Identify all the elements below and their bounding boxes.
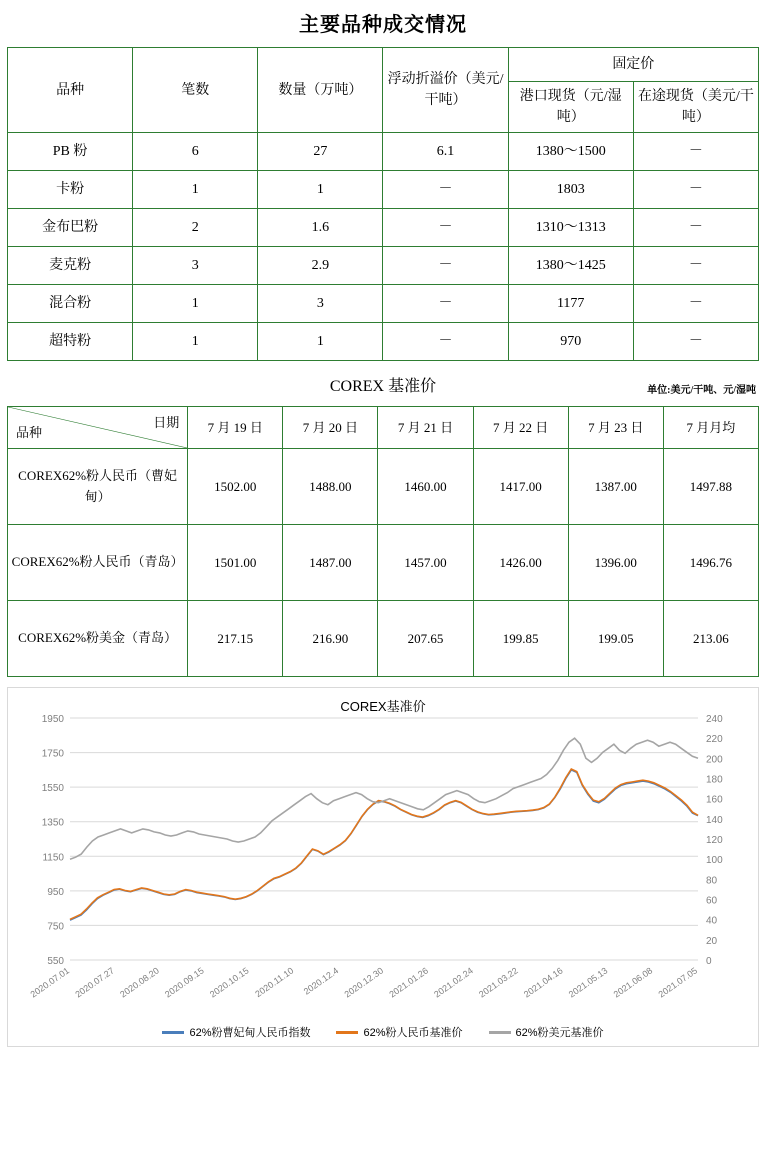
svg-text:2020.10.15: 2020.10.15 bbox=[207, 965, 251, 1000]
legend-swatch-icon bbox=[489, 1031, 511, 1034]
svg-text:2021.01.26: 2021.01.26 bbox=[387, 965, 431, 1000]
cell-count: 3 bbox=[133, 247, 258, 285]
corex-value: 216.90 bbox=[283, 601, 378, 677]
corex-value: 1417.00 bbox=[473, 449, 568, 525]
svg-text:2020.09.15: 2020.09.15 bbox=[163, 965, 206, 1000]
table-row bbox=[8, 171, 759, 209]
cell-port-spot: 1803 bbox=[508, 171, 633, 209]
corex-date-header: 7 月 23 日 bbox=[568, 407, 663, 449]
chart-title: COREX基准价 bbox=[340, 699, 426, 714]
svg-text:220: 220 bbox=[706, 734, 723, 746]
cell-float-premium: － bbox=[383, 323, 508, 361]
cell-count: 2 bbox=[133, 209, 258, 247]
legend-item bbox=[336, 1024, 462, 1040]
cell-volume: 1 bbox=[258, 323, 383, 361]
corex-chart bbox=[7, 687, 759, 1047]
svg-text:2021.04.16: 2021.04.16 bbox=[521, 965, 565, 1000]
legend-item bbox=[162, 1024, 310, 1040]
corex-row bbox=[8, 601, 759, 677]
corex-value: 1396.00 bbox=[568, 525, 663, 601]
svg-text:1550: 1550 bbox=[41, 783, 64, 795]
svg-text:20: 20 bbox=[706, 935, 718, 947]
table-row bbox=[8, 285, 759, 323]
svg-text:140: 140 bbox=[706, 814, 723, 826]
cell-volume: 1.6 bbox=[258, 209, 383, 247]
cell-product: 卡粉 bbox=[8, 171, 133, 209]
corex-row-name: COREX62%粉美金（青岛） bbox=[8, 601, 188, 677]
cell-port-spot: 1380～1425 bbox=[508, 247, 633, 285]
cell-product: PB 粉 bbox=[8, 133, 133, 171]
corex-date-header: 7 月 22 日 bbox=[473, 407, 568, 449]
cell-product: 麦克粉 bbox=[8, 247, 133, 285]
svg-text:80: 80 bbox=[706, 875, 718, 887]
header-fixed-price: 固定价 bbox=[508, 48, 758, 82]
corex-value: 213.06 bbox=[663, 601, 758, 677]
cell-float-premium: － bbox=[383, 285, 508, 323]
svg-text:240: 240 bbox=[706, 714, 723, 725]
chart-legend bbox=[8, 1024, 758, 1040]
svg-text:2021.02.24: 2021.02.24 bbox=[432, 965, 475, 1000]
svg-text:550: 550 bbox=[47, 956, 64, 967]
svg-text:0: 0 bbox=[706, 956, 712, 967]
legend-swatch-icon bbox=[336, 1031, 358, 1034]
svg-text:2020.12.30: 2020.12.30 bbox=[342, 965, 386, 1000]
corex-row-name: COREX62%粉人民币（曹妃甸） bbox=[8, 449, 188, 525]
corex-value: 207.65 bbox=[378, 601, 473, 677]
cell-port-spot: 1310～1313 bbox=[508, 209, 633, 247]
legend-label: 62%粉人民币基准价 bbox=[363, 1027, 463, 1039]
cell-product: 金布巴粉 bbox=[8, 209, 133, 247]
table-row bbox=[8, 247, 759, 285]
svg-text:2020.08.20: 2020.08.20 bbox=[118, 965, 161, 1000]
corex-value: 1387.00 bbox=[568, 449, 663, 525]
svg-text:950: 950 bbox=[47, 886, 64, 898]
page-title: 主要品种成交情况 bbox=[299, 14, 467, 36]
table-row bbox=[8, 133, 759, 171]
cell-count: 1 bbox=[133, 323, 258, 361]
svg-text:2021.03.22: 2021.03.22 bbox=[477, 965, 520, 1000]
cell-volume: 2.9 bbox=[258, 247, 383, 285]
header-float-premium: 浮动折溢价（美元/干吨） bbox=[383, 48, 508, 133]
corex-row bbox=[8, 449, 759, 525]
corex-date-header: 7 月 20 日 bbox=[283, 407, 378, 449]
corex-table bbox=[7, 406, 759, 677]
corex-value: 1487.00 bbox=[283, 525, 378, 601]
corex-value: 217.15 bbox=[188, 601, 283, 677]
svg-text:60: 60 bbox=[706, 895, 718, 907]
cell-in-transit: － bbox=[633, 323, 758, 361]
svg-text:180: 180 bbox=[706, 774, 723, 786]
svg-text:2020.12.4: 2020.12.4 bbox=[301, 965, 341, 997]
svg-text:1150: 1150 bbox=[42, 852, 64, 864]
svg-text:2020.07.27: 2020.07.27 bbox=[73, 965, 117, 1000]
corex-value: 1501.00 bbox=[188, 525, 283, 601]
header-port-spot: 港口现货（元/湿吨） bbox=[508, 82, 633, 133]
corex-value: 1496.76 bbox=[663, 525, 758, 601]
svg-text:2021.06.08: 2021.06.08 bbox=[611, 965, 655, 1000]
cell-volume: 27 bbox=[258, 133, 383, 171]
corex-value: 199.05 bbox=[568, 601, 663, 677]
cell-in-transit: － bbox=[633, 171, 758, 209]
svg-text:2021.05.13: 2021.05.13 bbox=[566, 965, 610, 1000]
cell-port-spot: 1380～1500 bbox=[508, 133, 633, 171]
cell-in-transit: － bbox=[633, 209, 758, 247]
corex-value: 1497.88 bbox=[663, 449, 758, 525]
legend-label: 62%粉美元基准价 bbox=[515, 1027, 604, 1039]
cell-count: 6 bbox=[133, 133, 258, 171]
cell-count: 1 bbox=[133, 171, 258, 209]
cell-volume: 1 bbox=[258, 171, 383, 209]
corner-header-cell bbox=[8, 407, 188, 449]
corex-header-row bbox=[8, 407, 759, 449]
corex-value: 1426.00 bbox=[473, 525, 568, 601]
cell-port-spot: 1177 bbox=[508, 285, 633, 323]
svg-text:160: 160 bbox=[706, 794, 723, 806]
corex-row-name: COREX62%粉人民币（青岛） bbox=[8, 525, 188, 601]
cell-in-transit: － bbox=[633, 285, 758, 323]
corner-date-label: 日期 bbox=[153, 415, 180, 430]
svg-text:2020.11.10: 2020.11.10 bbox=[253, 965, 296, 1000]
table-row bbox=[8, 323, 759, 361]
header-product: 品种 bbox=[8, 48, 133, 133]
corex-value: 199.85 bbox=[473, 601, 568, 677]
cell-in-transit: － bbox=[633, 133, 758, 171]
header-volume: 数量（万吨） bbox=[258, 48, 383, 133]
cell-port-spot: 970 bbox=[508, 323, 633, 361]
corex-date-header: 7 月 19 日 bbox=[188, 407, 283, 449]
corex-row bbox=[8, 525, 759, 601]
chart-plot-area bbox=[8, 688, 760, 1048]
cell-product: 超特粉 bbox=[8, 323, 133, 361]
table-row bbox=[8, 209, 759, 247]
svg-text:2021.07.05: 2021.07.05 bbox=[656, 965, 700, 1000]
cell-in-transit: － bbox=[633, 247, 758, 285]
cell-volume: 3 bbox=[258, 285, 383, 323]
cell-float-premium: － bbox=[383, 171, 508, 209]
corex-value: 1488.00 bbox=[283, 449, 378, 525]
corex-date-header: 7 月月均 bbox=[663, 407, 758, 449]
corner-product-label: 品种 bbox=[16, 424, 43, 440]
svg-text:1950: 1950 bbox=[41, 714, 64, 725]
corex-value: 1502.00 bbox=[188, 449, 283, 525]
legend-label: 62%粉曹妃甸人民币指数 bbox=[189, 1027, 311, 1039]
corex-section-title: COREX 基准价 bbox=[329, 378, 437, 395]
svg-text:750: 750 bbox=[47, 921, 64, 933]
unit-note: 单位:美元/干吨、元/湿吨 bbox=[647, 385, 756, 396]
chart-canvas bbox=[8, 688, 758, 1046]
cell-float-premium: 6.1 bbox=[383, 133, 508, 171]
svg-text:1750: 1750 bbox=[41, 748, 64, 760]
table-header-row-1 bbox=[8, 48, 759, 82]
svg-text:120: 120 bbox=[706, 835, 723, 846]
corex-date-header: 7 月 21 日 bbox=[378, 407, 473, 449]
corex-section-title-row bbox=[0, 361, 766, 398]
svg-text:1350: 1350 bbox=[41, 817, 64, 829]
svg-text:40: 40 bbox=[706, 915, 718, 927]
cell-float-premium: － bbox=[383, 209, 508, 247]
legend-item bbox=[489, 1024, 604, 1040]
deal-table bbox=[7, 47, 759, 361]
header-count: 笔数 bbox=[133, 48, 258, 133]
svg-text:200: 200 bbox=[706, 754, 723, 766]
legend-swatch-icon bbox=[162, 1031, 184, 1034]
header-in-transit: 在途现货（美元/干吨） bbox=[633, 82, 758, 133]
corex-value: 1460.00 bbox=[378, 449, 473, 525]
cell-product: 混合粉 bbox=[8, 285, 133, 323]
corex-value: 1457.00 bbox=[378, 525, 473, 601]
cell-float-premium: － bbox=[383, 247, 508, 285]
svg-text:100: 100 bbox=[706, 855, 723, 867]
svg-text:2020.07.01: 2020.07.01 bbox=[28, 965, 72, 1000]
cell-count: 1 bbox=[133, 285, 258, 323]
